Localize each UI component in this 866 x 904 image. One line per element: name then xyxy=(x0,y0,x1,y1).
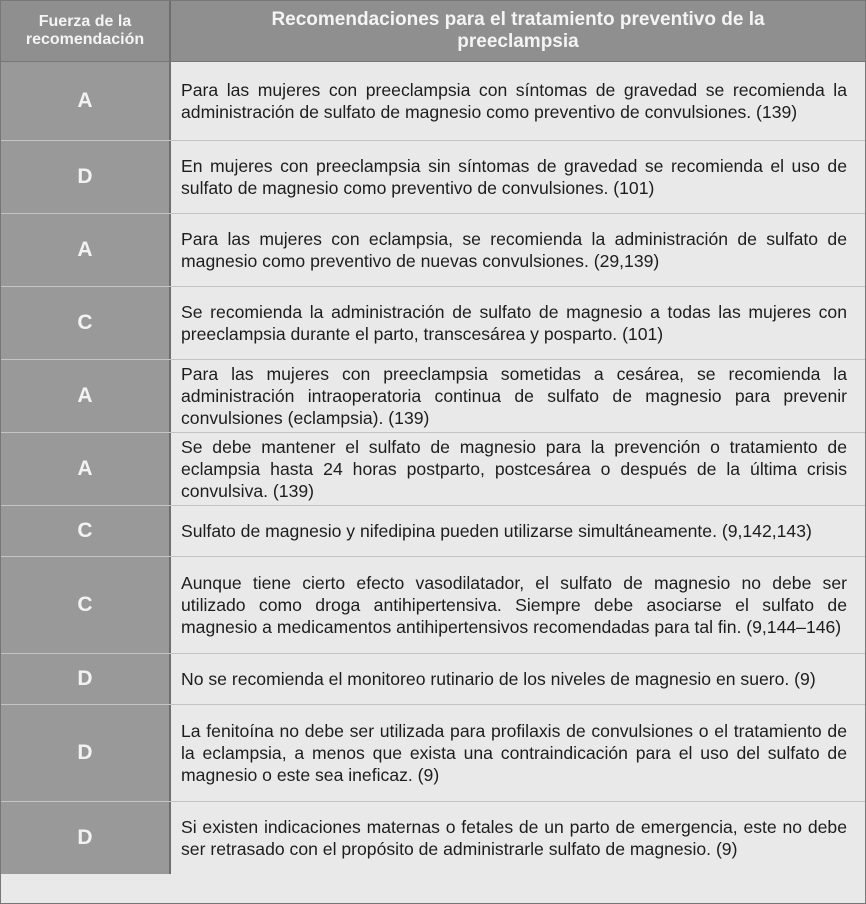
table-row xyxy=(1,556,865,653)
recommendation-cell xyxy=(171,557,865,653)
recommendation-text: Se recomienda la administración de sulfato de magnesio a todas las mujeres con preeclampsia durante el parto, transcesárea y posparto. (101) xyxy=(181,301,847,344)
recommendation-text: Se debe mantener el sulfato de magnesio para la prevención o tratamiento de eclampsia hasta 24 horas postparto, postcesárea o después de la última crisis convulsiva. (139) xyxy=(181,436,847,502)
grade-cell: A xyxy=(1,360,171,432)
recommendation-text: Sulfato de magnesio y nifedipina pueden utilizarse simultáneamente. (9,142,143) xyxy=(181,520,812,541)
table-row xyxy=(1,801,865,874)
table-row xyxy=(1,62,865,140)
table-row xyxy=(1,359,865,432)
recommendation-text: Aunque tiene cierto efecto vasodilatador, el sulfato de magnesio no debe ser utilizado como droga antihipertensiva. Siempre debe asociarse el sulfato de magnesio a medicamentos antihipertensivos recomendadas para tal fin. (9,144–146) xyxy=(181,572,847,638)
grade-cell: D xyxy=(1,654,171,704)
grade-cell: D xyxy=(1,141,171,213)
recommendation-text: Para las mujeres con eclampsia, se recomienda la administración de sulfato de magnesio como preventivo de nuevas convulsiones. (29,139) xyxy=(181,228,847,271)
header-recommendation: Recomendaciones para el tratamiento preventivo de la preeclampsia xyxy=(271,9,765,52)
grade-cell: D xyxy=(1,705,171,801)
table-row xyxy=(1,432,865,505)
grade-cell: C xyxy=(1,506,171,556)
grade-cell: A xyxy=(1,62,171,140)
grade-cell: C xyxy=(1,287,171,359)
table-row xyxy=(1,213,865,286)
recommendation-cell xyxy=(171,802,865,874)
table-header xyxy=(1,1,865,62)
grade-cell: D xyxy=(1,802,171,874)
recommendation-cell xyxy=(171,287,865,359)
recommendation-cell xyxy=(171,654,865,704)
table-row xyxy=(1,505,865,556)
recommendation-cell xyxy=(171,214,865,286)
recommendation-text: Para las mujeres con preeclampsia con síntomas de gravedad se recomienda la administración de sulfato de magnesio como preventivo de convulsiones. (139) xyxy=(181,79,847,122)
recommendation-text: En mujeres con preeclampsia sin síntomas de gravedad se recomienda el uso de sulfato de magnesio como preventivo de convulsiones. (101) xyxy=(181,155,847,198)
recommendation-text: Si existen indicaciones maternas o fetales de un parto de emergencia, este no debe ser retrasado con el propósito de administrarle sulfato de magnesio. (9) xyxy=(181,816,847,859)
header-grade: Fuerza de la recomendación xyxy=(1,1,171,61)
recommendation-cell xyxy=(171,62,865,140)
grade-cell: C xyxy=(1,557,171,653)
table-body xyxy=(1,62,865,874)
recommendation-cell xyxy=(171,141,865,213)
recommendation-text: Para las mujeres con preeclampsia sometidas a cesárea, se recomienda la administración intraoperatoria continua de sulfato de magnesio para prevenir convulsiones (eclampsia). (139) xyxy=(181,363,847,429)
grade-cell: A xyxy=(1,433,171,505)
recommendation-text: La fenitoína no debe ser utilizada para profilaxis de convulsiones o el tratamiento de la eclampsia, a menos que exista una contraindicación para el uso del sulfato de magnesio o este sea ineficaz. (9) xyxy=(181,720,847,786)
table-row xyxy=(1,286,865,359)
recommendation-cell xyxy=(171,360,865,432)
recommendation-cell xyxy=(171,506,865,556)
grade-cell: A xyxy=(1,214,171,286)
table-row xyxy=(1,140,865,213)
recommendation-cell xyxy=(171,705,865,801)
recommendation-cell xyxy=(171,433,865,505)
recommendation-text: No se recomienda el monitoreo rutinario de los niveles de magnesio en suero. (9) xyxy=(181,668,816,689)
table-row xyxy=(1,704,865,801)
table-row xyxy=(1,653,865,704)
